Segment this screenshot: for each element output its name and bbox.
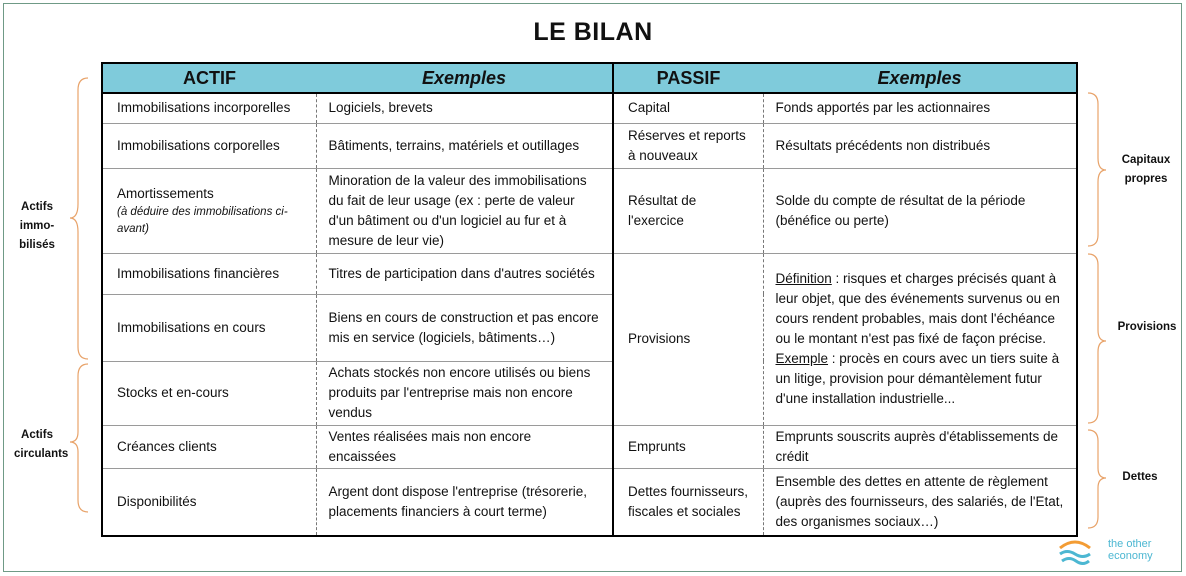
passif-label: Dettes fournisseurs, fiscales et sociales xyxy=(613,468,763,536)
brace-dettes xyxy=(1088,430,1106,528)
header-passif: PASSIF xyxy=(613,63,763,93)
passif-label: Emprunts xyxy=(613,425,763,468)
actif-example: Achats stockés non encore utilisés ou biens produits par l'entreprise mais non encore vendus xyxy=(316,361,613,425)
passif-example: Emprunts souscrits auprès d'établissements de crédit xyxy=(763,425,1077,468)
actif-label: Immobilisations en cours xyxy=(102,294,316,361)
actif-label: Disponibilités xyxy=(102,468,316,536)
exemple-label: Exemple xyxy=(775,351,829,366)
header-exemples-actif: Exemples xyxy=(316,63,613,93)
page-title: LE BILAN xyxy=(533,18,653,46)
actif-label: Amortissements xyxy=(117,185,214,201)
definition-text: : risques et charges précisés quant à leur objet, que des événements survenus ou en cours rendent probables, mais dont l'échéance ou le montant n'est pas fixé de façon précise. xyxy=(775,271,1060,346)
header-exemples-passif: Exemples xyxy=(763,63,1077,93)
label-actifs-circulants: Actifs circulants xyxy=(14,429,69,460)
passif-label: Provisions xyxy=(613,253,763,425)
brace-provisions xyxy=(1088,254,1106,423)
logo-text xyxy=(1108,538,1153,562)
actif-example: Biens en cours de construction et pas encore mis en service (logiciels, bâtiments…) xyxy=(316,294,613,361)
passif-example: Solde du compte de résultat de la période (bénéfice ou perte) xyxy=(763,168,1077,253)
header-actif: ACTIF xyxy=(102,63,316,93)
passif-example: Fonds apportés par les actionnaires xyxy=(763,93,1077,123)
actif-label: Immobilisations corporelles xyxy=(102,123,316,168)
actif-example: Argent dont dispose l'entreprise (trésorerie, placements financiers à court terme) xyxy=(316,468,613,536)
actif-example: Ventes réalisées mais non encore encaissées xyxy=(316,425,613,468)
passif-example: Ensemble des dettes en attente de règlement (auprès des fournisseurs, des salariés, de l'Etat, des organismes sociaux…) xyxy=(763,468,1077,536)
passif-example: Résultats précédents non distribués xyxy=(763,123,1077,168)
definition-label: Définition xyxy=(775,271,832,286)
logo-line1: the other xyxy=(1108,538,1152,550)
brace-actifs-circulants xyxy=(70,364,88,512)
logo-line2: economy xyxy=(1108,550,1153,562)
actif-example: Logiciels, brevets xyxy=(316,93,613,123)
exemple-text: : procès en cours avec un tiers suite à un litige, provision pour démantèlement futur d'une installation industrielle... xyxy=(775,351,1060,406)
label-actifs-immobilises: Actifs immo-bilisés xyxy=(19,201,55,251)
label-provisions: Provisions xyxy=(1117,321,1177,333)
actif-example: Bâtiments, terrains, matériels et outillages xyxy=(316,123,613,168)
label-capitaux-propres: Capitaux propres xyxy=(1121,154,1171,185)
passif-label: Résultat de l'exercice xyxy=(613,168,763,253)
actif-label: Stocks et en-cours xyxy=(102,361,316,425)
actif-label: Immobilisations financières xyxy=(102,253,316,294)
actif-example: Minoration de la valeur des immobilisations du fait de leur usage (ex : perte de valeur d'un bâtiment ou d'un logiciel au fur et à mesure de leur vie) xyxy=(316,168,613,253)
passif-label: Réserves et reports à nouveaux xyxy=(613,123,763,168)
brace-actifs-immobilises xyxy=(70,78,88,359)
passif-label: Capital xyxy=(613,93,763,123)
brace-capitaux-propres xyxy=(1088,93,1106,246)
label-dettes: Dettes xyxy=(1122,471,1158,483)
actif-label: Immobilisations incorporelles xyxy=(102,93,316,123)
actif-label: Créances clients xyxy=(102,425,316,468)
actif-sublabel: (à déduire des immobilisations ci-avant) xyxy=(117,205,288,235)
actif-example: Titres de participation dans d'autres sociétés xyxy=(316,253,613,294)
